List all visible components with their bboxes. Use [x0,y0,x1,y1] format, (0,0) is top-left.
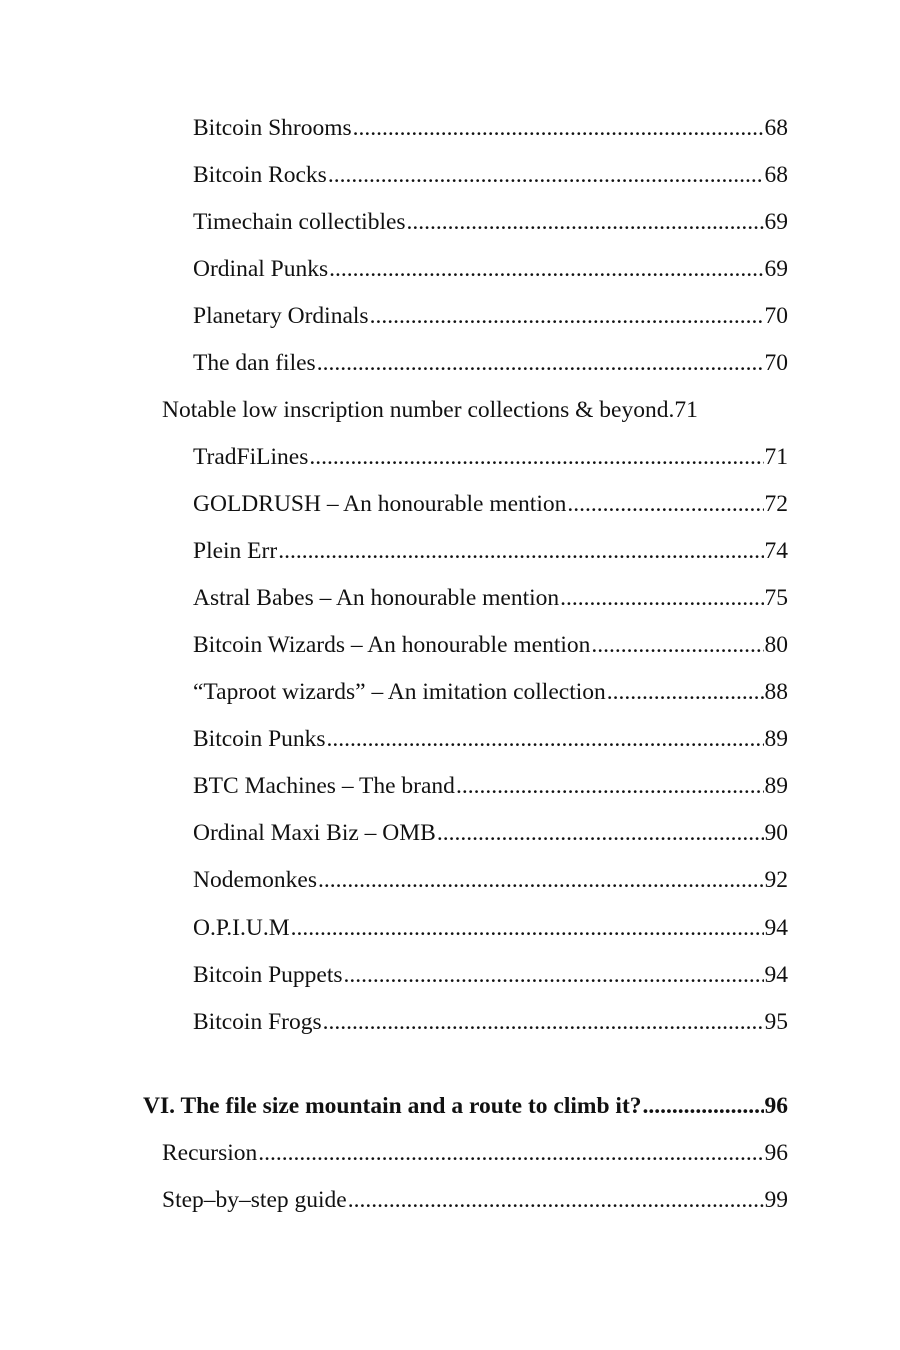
toc-entry[interactable] [193,726,788,753]
toc-entry-title: Ordinal Maxi Biz – OMB [193,820,436,846]
toc-entry-title: Plein Err [193,538,278,564]
toc-entry[interactable] [193,679,788,706]
toc-entry-title: Bitcoin Punks [193,726,326,752]
toc-chapter-entry[interactable] [143,1093,788,1120]
toc-entry-title: Nodemonkes [193,867,318,893]
dot-leader [344,962,764,989]
toc-entry-title: Astral Babes – An honourable mention [193,585,560,611]
dot-leader [318,867,763,894]
toc-entry[interactable] [193,491,788,518]
dot-leader [323,1009,764,1036]
dot-leader [437,820,764,847]
toc-entry-page: 95 [764,1009,788,1035]
toc-entry-page: 71 [764,444,788,470]
toc-entry-page: 70 [764,303,788,329]
toc-entry-title: BTC Machines – The brand [193,773,455,799]
dot-leader [309,444,763,471]
toc-entry-title: Bitcoin Rocks [193,162,327,188]
dot-leader [407,209,764,236]
toc-entry[interactable] [193,820,788,847]
dot-leader [327,726,764,753]
dot-leader [607,679,764,706]
toc-entry[interactable] [193,209,788,236]
dot-leader [643,1093,764,1120]
toc-entry-page: 92 [764,867,788,893]
toc-entry[interactable] [193,867,788,894]
toc-entry[interactable] [193,303,788,330]
toc-entry-title: TradFiLines [193,444,309,470]
toc-entry-page: 69 [764,209,788,235]
toc-entry-title: Planetary Ordinals [193,303,369,329]
dot-leader [370,303,764,330]
toc-entry-page: 89 [764,773,788,799]
toc-entry[interactable] [193,915,788,942]
dot-leader [591,632,763,659]
dot-leader [328,162,764,189]
dot-leader [291,915,764,942]
toc-entry[interactable] [193,773,788,800]
toc-entry[interactable] [162,1140,788,1167]
toc-entry-title: Ordinal Punks [193,256,329,282]
toc-entry[interactable] [162,1187,788,1214]
toc-entry-title: The dan files [193,350,316,376]
toc-entry[interactable] [193,115,788,142]
toc-entry-page: 68 [764,115,788,141]
toc-entry-title: Step–by–step guide [162,1187,347,1213]
toc-entry[interactable] [193,538,788,565]
dot-leader [456,773,764,800]
toc-entry-page: 80 [764,632,788,658]
toc-entry-page: .71 [668,397,698,423]
dot-leader [567,491,763,518]
toc-entry-page: 88 [764,679,788,705]
toc-entry-page: 96 [764,1140,788,1166]
toc-entry[interactable] [193,1009,788,1036]
toc-entry-page: 94 [764,962,788,988]
toc-entry-page: 68 [764,162,788,188]
toc-entry-page: 74 [764,538,788,564]
toc-entry[interactable] [193,444,788,471]
toc-entry-title: VI. The file size mountain and a route to climb it? [143,1093,642,1119]
toc-entry-page: 94 [764,915,788,941]
dot-leader [348,1187,764,1214]
toc-entry-page: 90 [764,820,788,846]
toc-entry[interactable] [193,162,788,189]
toc-entry[interactable] [193,632,788,659]
toc-entry-title: Bitcoin Wizards – An honourable mention [193,632,591,658]
toc-entry-title: Recursion [162,1140,258,1166]
dot-leader [278,538,763,565]
toc-entry[interactable] [193,256,788,283]
toc-entry-page: 70 [764,350,788,376]
toc-entry-page: 89 [764,726,788,752]
toc-entry-title: O.P.I.U.M [193,915,290,941]
toc-entry[interactable] [193,350,788,377]
dot-leader [353,115,764,142]
toc-entry-title: Notable low inscription number collections & beyond [162,397,669,423]
toc-entry-page: 99 [764,1187,788,1213]
toc-entry-title: GOLDRUSH – An honourable mention [193,491,567,517]
toc-entry-title: Bitcoin Frogs [193,1009,322,1035]
toc-entry-title: Timechain collectibles [193,209,406,235]
toc-entry-page: 72 [764,491,788,517]
dot-leader [258,1140,763,1167]
toc-entry[interactable] [162,397,788,424]
toc-entry-page: 96 [764,1093,788,1119]
toc-entry-title: Bitcoin Puppets [193,962,343,988]
dot-leader [329,256,763,283]
toc-entry-title: “Taproot wizards” – An imitation collection [193,679,606,705]
toc-entry-title: Bitcoin Shrooms [193,115,352,141]
dot-leader [317,350,764,377]
toc-entry[interactable] [193,585,788,612]
dot-leader [560,585,763,612]
toc-entry-page: 75 [764,585,788,611]
toc-entry-page: 69 [764,256,788,282]
toc-entry[interactable] [193,962,788,989]
